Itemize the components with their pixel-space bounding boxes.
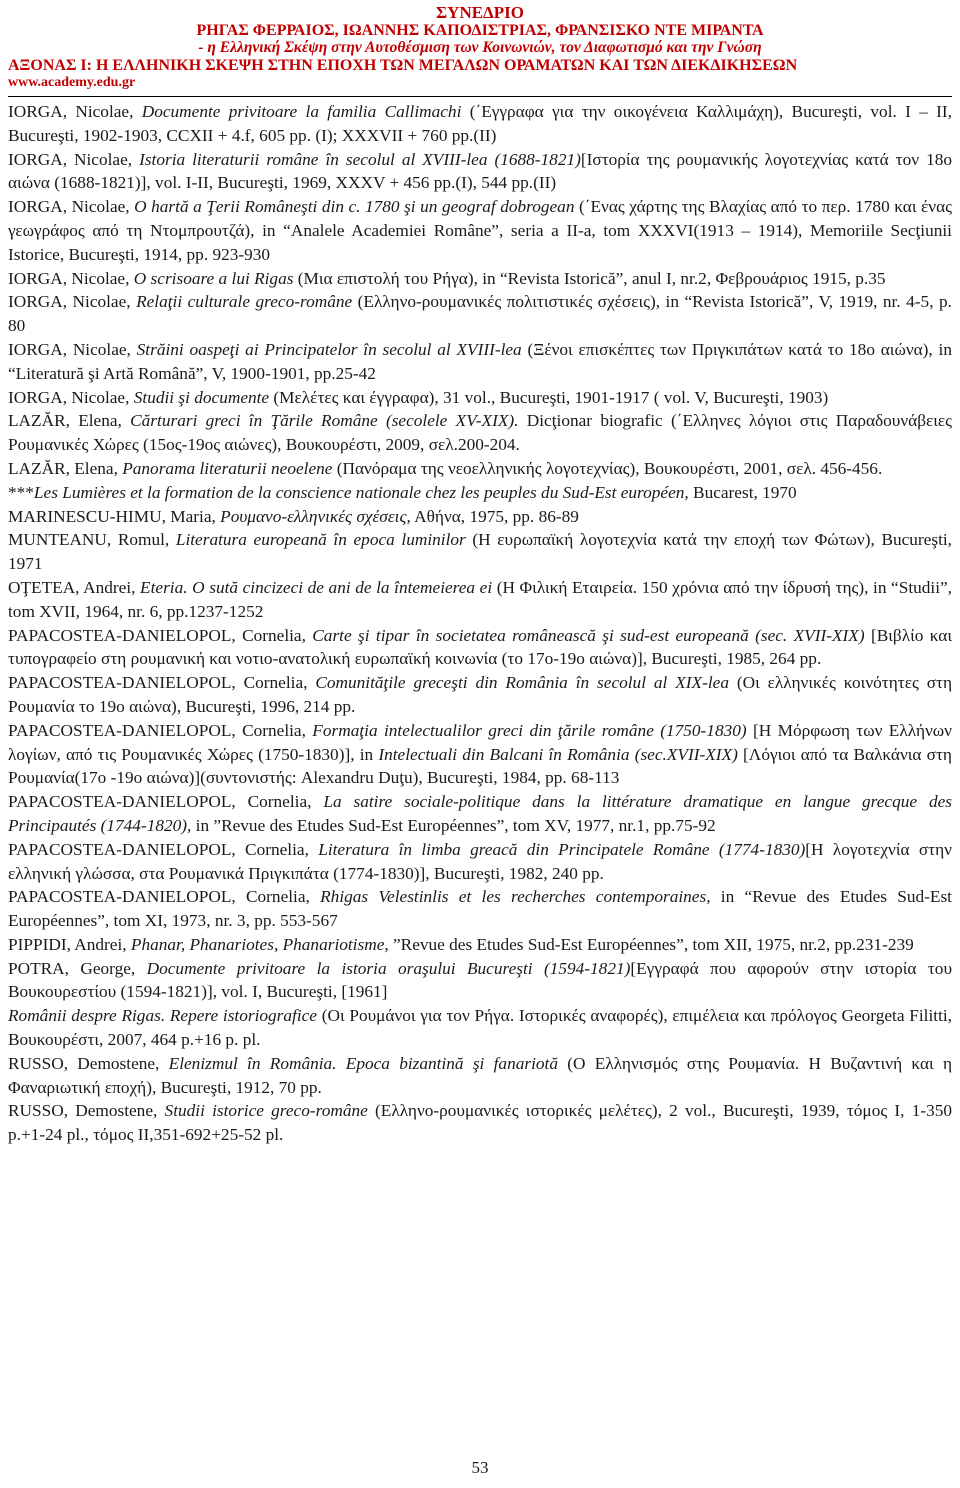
bibliography-entry	[8, 505, 952, 529]
entry-title-segment: Phanar, Phanariotes, Phanariotisme,	[130, 934, 389, 954]
entry-text-segment: RUSSO, Demostene,	[8, 1053, 169, 1073]
bibliography-entry	[8, 290, 952, 338]
bibliography-entry	[8, 386, 952, 410]
page-number: 53	[471, 1458, 489, 1477]
entry-title-segment: O scrisoare a lui Rigas	[133, 268, 294, 288]
entry-text-segment: [Λόγιοι από τα Βαλκάνια στη Ρουμανία(17ο -19ο αιώνα)](συντονιστής: Alexandru Duţu), Bucureşti, 1984, pp. 68-113	[8, 744, 952, 788]
entry-text-segment: Dicţionar biografic (΄Ελληνες λόγιοι στις Παραδουνάβειες Ρουμανικές Χώρες (15ος-19ος αιώνες), Βουκουρέστι, 2009, σελ.200-204.	[8, 411, 953, 455]
entry-title-segment: Românii despre Rigas. Repere istoriografice	[8, 1006, 317, 1026]
entry-text-segment: (Ξένοι επισκέπτες των Πριγκιπάτων κατά το 18ο αιώνα), in “Literatură şi Artă Română”, V, 1900-1901, pp.25-42	[8, 339, 952, 383]
bibliography-entry	[8, 885, 952, 933]
entry-text-segment: [Ιστορία της ρουμανικής λογοτεχνίας κατά τον 18ο αιώνα (1688-1821)], vol. I-II, Bucureşti, 1969, XXXV + 456 pp.(I), 544 pp.(II)	[8, 149, 952, 193]
entry-text-segment: IORGA, Nicolae,	[8, 197, 135, 217]
entry-text-segment: PAPACOSTEA-DANIELOPOL, Cornelia,	[8, 839, 319, 859]
bibliography-entry	[8, 409, 952, 457]
entry-text-segment: RUSSO, Demostene,	[8, 1101, 165, 1121]
header-divider	[8, 96, 952, 97]
bibliography-entry	[8, 1099, 952, 1147]
entry-title-segment: Studii şi documente	[133, 387, 270, 407]
entry-text-segment: PAPACOSTEA-DANIELOPOL, Cornelia,	[8, 720, 313, 740]
entry-text-segment: (΄Ενας χάρτης της Βλαχίας από το περ. 1780 και ένας γεωγράφος από τη Ντομπρουτζά), in “Analele Academiei Române”, seria a II-a, tom XXXVI(1913 – 1914), Memoriile Secţiunii Istorice, Bucureşti, 1914, pp. 923-930	[8, 197, 952, 264]
entry-text-segment: (Ελληνο-ρουμανικές ιστορικές μελέτες), 2 vol., Bucureşti, 1939, τόμος I, 1-350 p.+1-24 pl., τόμος II,351-692+25-52 pl.	[8, 1101, 953, 1145]
entry-text-segment: PAPACOSTEA-DANIELOPOL, Cornelia,	[8, 887, 321, 907]
entry-text-segment: IORGA, Nicolae,	[8, 149, 140, 169]
bibliography-entry	[8, 338, 952, 386]
entry-title-segment: Literatura europeană în epoca luminilor	[175, 530, 466, 550]
entry-text-segment: (΄Εγγραφα για την οικογένεια Καλλιμάχη), Bucureşti, vol. I – II, Bucureşti, 1902-1903, CCXII + 4.f, 605 pp. (I); XXXVII + 760 pp.(II)	[8, 102, 952, 145]
entry-title-segment: Străini oaspeţi ai Principatelor în secolul al XVIII-lea	[136, 339, 522, 359]
header-subtitle: ΡΗΓΑΣ ΦΕΡΡΑΙΟΣ, ΙΩΑΝΝΗΣ ΚΑΠΟΔΙΣΤΡΙΑΣ, ΦΡΑΝΣΙΣΚΟ ΝΤΕ ΜΙΡΑΝΤΑ	[196, 21, 764, 39]
entry-title-segment: Formaţia intelectualilor greci din ţările române (1750-1830)	[312, 720, 747, 740]
entry-title-segment: Rhigas Velestinlis et les recherches contemporaines,	[320, 887, 711, 907]
bibliography-entry	[8, 148, 952, 196]
entry-text-segment: OŢETEA, Andrei,	[8, 577, 141, 597]
entry-title-segment: Les Lumières et la formation de la conscience nationale chez les peuples du Sud-Est européen,	[33, 482, 689, 502]
entry-text-segment: LAZĂR, Elena,	[8, 411, 131, 431]
entry-text-segment: (Μια επιστολή του Ρήγα), in “Revista Istorică”, anul I, nr.2, Φεβρουάριος 1915, p.35	[293, 268, 886, 288]
entry-text-segment: IORGA, Nicolae,	[8, 387, 134, 407]
entry-title-segment: Ρουμανο-ελληνικές σχέσεις,	[220, 506, 411, 526]
entry-text-segment: [Η Μόρφωση των Ελλήνων λογίων, από τις Ρουμανικές Χώρες (1750-1830)], in	[8, 720, 952, 764]
entry-title-segment: La satire sociale-politique dans la littérature dramatique en langue grecque des Principautés (1744-1820),	[8, 792, 952, 835]
bibliography-entry	[8, 195, 952, 266]
entry-text-segment: Bucarest, 1970	[688, 482, 797, 502]
entry-text-segment: (Ο Ελληνισμός στης Ρουμανία. Η Βυζαντινή και η Φαναριωτική εποχή), Bucureşti, 1912, 70 pp.	[8, 1053, 952, 1097]
entry-text-segment: IORGA, Nicolae,	[8, 102, 142, 121]
entry-text-segment: IORGA, Nicolae,	[8, 339, 137, 359]
entry-text-segment: LAZĂR, Elena,	[8, 458, 123, 478]
entry-text-segment: (Η Φιλική Εταιρεία. 150 χρόνια από την ίδρυσή της), in “Studii”, tom XVII, 1964, nr. 6, pp.1237-1252	[8, 577, 953, 621]
entry-title-segment: Carte şi tipar în societatea românească şi sud-est europeană (sec. XVII-XIX)	[312, 625, 865, 645]
entry-title-segment: Documente privitoare la istoria oraşului Bucureşti (1594-1821)	[146, 958, 631, 978]
bibliography-entry	[8, 790, 952, 838]
entry-text-segment: [Βιβλίο και τυπογραφείο στη ρουμανική και νοτιο-ανατολική ευρωπαϊκή κοινωνία (το 17ο-19ο αιώνα)], Bucureşti, 1985, 264 pp.	[8, 625, 952, 669]
entry-text-segment: PIPPIDI, Andrei,	[8, 934, 131, 954]
bibliography-entry	[8, 528, 952, 576]
entry-title-segment: Comunităţile greceşti din România în secolul al XIX-lea	[315, 673, 729, 693]
bibliography-entry	[8, 671, 952, 719]
entry-text-segment: (Πανόραμα της νεοελληνικής λογοτεχνίας), Βουκουρέστι, 2001, σελ. 456-456.	[332, 458, 883, 478]
header-tagline: - η Ελληνική Σκέψη στην Αυτοθέσμιση των Κοινωνιών, τον Διαφωτισμό και την Γνώση	[198, 39, 762, 56]
entry-text-segment: MUNTEANU, Romul,	[8, 530, 176, 550]
bibliography-entry	[8, 576, 952, 624]
bibliography-entry	[8, 624, 952, 672]
header-title: ΣΥΝΕΔΡΙΟ	[436, 3, 524, 22]
entry-title-segment: Eteria. O sută cincizeci de ani de la întemeierea ei	[140, 577, 493, 597]
entry-title-segment: Relaţii culturale greco-române	[136, 292, 353, 312]
entry-text-segment: IORGA, Nicolae,	[8, 268, 134, 288]
entry-text-segment: MARINESCU-HIMU, Maria,	[8, 506, 221, 526]
bibliography-entry	[8, 933, 952, 957]
entry-title-segment: Cărturari greci în Ţările Române (secolele XV-XIX).	[130, 411, 519, 431]
bibliography-entry	[8, 957, 952, 1005]
entry-title-segment: Intelectuali din Balcani în România (sec.XVII-XIX)	[378, 744, 738, 764]
header-axis: ΑΞΟΝΑΣ Ι: Η ΕΛΛΗΝΙΚΗ ΣΚΕΨΗ ΣΤΗΝ ΕΠΟΧΗ ΤΩΝ ΜΕΓΑΛΩΝ ΟΡΑΜΑΤΩΝ ΚΑΙ ΤΩΝ ΔΙΕΚΔΙΚΗΣΕΩΝ	[8, 56, 798, 74]
bibliography-entry	[8, 1052, 952, 1100]
entry-text-segment: (Οι Ρουμάνοι για τον Ρήγα. Ιστορικές αναφορές), επιμέλεια και πρόλογος Georgeta Filitti, Βουκουρέστι, 2007, 464 p.+16 p. pl.	[8, 1006, 952, 1050]
entry-text-segment: ”Revue des Etudes Sud-Est Européennes”, tom XII, 1975, nr.2, pp.231-239	[388, 934, 914, 954]
entry-title-segment: Istoria literaturii române în secolul al XVIII-lea (1688-1821)	[139, 149, 581, 169]
entry-title-segment: O hartă a Ţerii Româneşti din c. 1780 şi un geograf dobrogean	[134, 197, 575, 217]
entry-text-segment: (Μελέτες και έγγραφα), 31 vol., Bucureşti, 1901-1917 ( vol. V, Bucureşti, 1903)	[269, 387, 829, 407]
bibliography-entry	[8, 267, 952, 291]
entry-text-segment: POTRA, George,	[8, 958, 147, 978]
bibliography-entry	[8, 719, 952, 790]
entry-text-segment: PAPACOSTEA-DANIELOPOL, Cornelia,	[8, 792, 324, 812]
entry-text-segment: (Η ευρωπαϊκή λογοτεχνία κατά την εποχή των Φώτων), Bucureşti, 1971	[8, 530, 952, 574]
entry-title-segment: Literatura în limba greacă din Principatele Române (1774-1830)	[318, 839, 806, 859]
entry-text-segment: in ”Revue des Etudes Sud-Est Européennes”, tom XV, 1977, nr.1, pp.75-92	[191, 815, 716, 835]
bibliography-entry	[8, 100, 952, 148]
entry-text-segment: PAPACOSTEA-DANIELOPOL, Cornelia,	[8, 625, 313, 645]
entry-text-segment: [Εγγραφά που αφορούν στην ιστορία του Βουκουρεστίου (1594-1821)], vol. I, Bucureşti, [1961]	[8, 958, 953, 1002]
entry-text-segment: ***	[8, 482, 34, 502]
entry-text-segment: in “Revue des Etudes Sud-Est Européennes”, tom XI, 1973, nr. 3, pp. 553-567	[8, 887, 952, 931]
bibliography-entry	[8, 457, 952, 481]
entry-title-segment: Elenizmul în România. Epoca bizantină şi fanariotă	[168, 1053, 558, 1073]
entry-text-segment: (Οι ελληνικές κοινότητες στη Ρουμανία το 19ο αιώνα), Bucureşti, 1996, 214 pp.	[8, 673, 952, 716]
bibliography-list	[8, 100, 952, 1147]
entry-title-segment: Studii istorice greco-române	[164, 1101, 368, 1121]
entry-title-segment: Documente privitoare la familia Callimachi	[141, 102, 462, 121]
entry-text-segment: PAPACOSTEA-DANIELOPOL, Cornelia,	[8, 673, 316, 693]
conference-header	[8, 4, 952, 92]
entry-text-segment: (Ελληνο-ρουμανικές πολιτιστικές σχέσεις), in “Revista Istorică”, V, 1919, nr. 4-5, p. 80	[8, 292, 952, 336]
entry-text-segment: [Η λογοτεχνία στην ελληνική γλώσσα, στα Ρουμανικά Πριγκιπάτα (1774-1830)], Bucureşti, 1982, 240 pp.	[8, 839, 952, 883]
header-website: www.academy.edu.gr	[8, 75, 136, 90]
entry-text-segment: IORGA, Nicolae,	[8, 292, 137, 312]
bibliography-entry	[8, 481, 952, 505]
bibliography-entry	[8, 838, 952, 886]
entry-text-segment: Αθήνα, 1975, pp. 86-89	[410, 506, 579, 526]
bibliography-entry	[8, 1004, 952, 1052]
entry-title-segment: Panorama literaturii neoelene	[122, 458, 333, 478]
